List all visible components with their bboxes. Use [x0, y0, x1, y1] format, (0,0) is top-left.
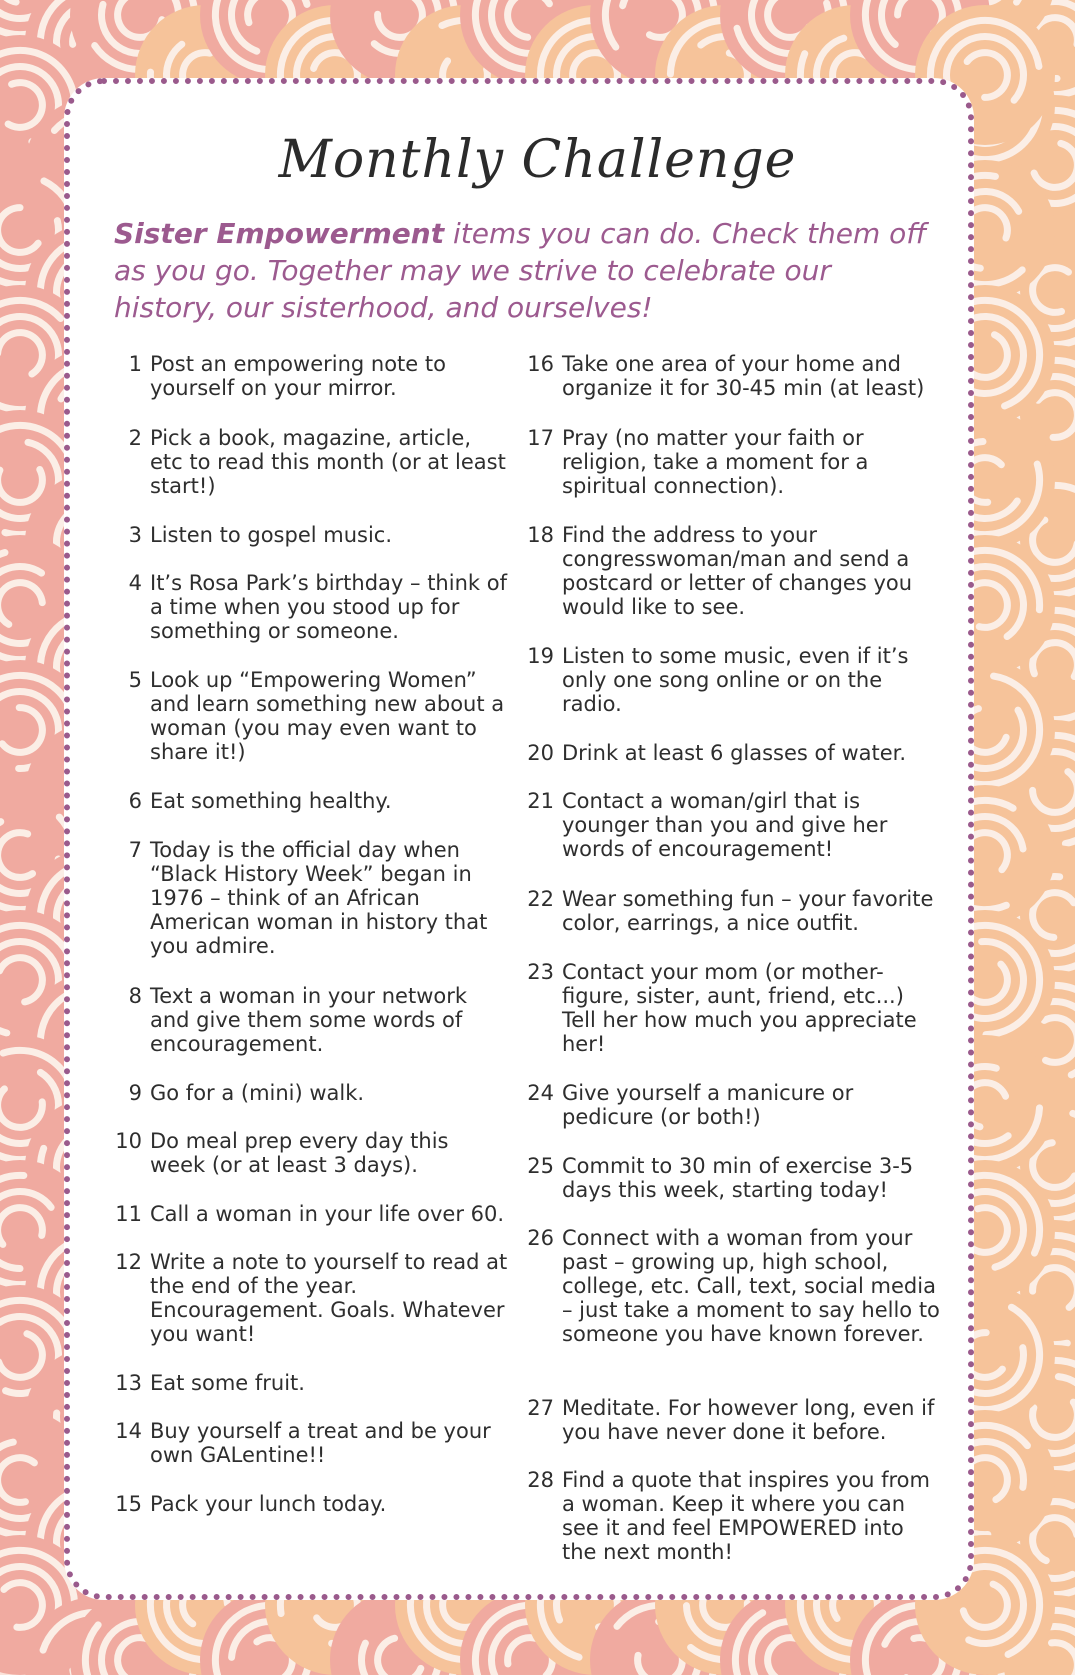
- list-item: [110, 352, 510, 400]
- item-text: Take one area of your home and organize it for 30-45 min (at least): [562, 352, 925, 400]
- item-text: Look up “Empowering Women” and learn something new about a woman (you may even want to share it!): [150, 668, 505, 764]
- list-item: [522, 887, 942, 935]
- list-item: [522, 644, 942, 716]
- item-text: Contact a woman/girl that is younger than you and give her words of encouragement!: [562, 789, 888, 861]
- item-text: Buy yourself a treat and be your own GALentine!!: [150, 1419, 491, 1467]
- item-text: Wear something fun – your favorite color, earrings, a nice outfit.: [562, 887, 934, 935]
- list-item: [110, 789, 510, 813]
- item-number: 21: [527, 789, 554, 813]
- list-item: [522, 352, 942, 400]
- list-item: [110, 571, 510, 643]
- item-text: Pray (no matter your faith or religion, take a moment for a spiritual connection).: [562, 426, 869, 498]
- list-item: [110, 838, 510, 958]
- item-number: 9: [128, 1081, 142, 1105]
- item-text: Write a note to yourself to read at the end of the year. Encouragement. Goals. Whatever you want!: [150, 1250, 508, 1346]
- item-number: 20: [527, 741, 554, 765]
- item-number: 5: [128, 668, 142, 692]
- item-number: 11: [115, 1202, 142, 1226]
- item-number: 25: [527, 1154, 554, 1178]
- item-number: 23: [527, 960, 554, 984]
- item-text: Meditate. For however long, even if you have never done it before.: [562, 1396, 935, 1444]
- list-item: [522, 523, 942, 619]
- item-number: 28: [527, 1468, 554, 1492]
- item-text: Contact your mom (or mother-figure, sister, aunt, friend, etc...) Tell her how much you appreciate her!: [562, 960, 917, 1056]
- item-number: 13: [115, 1371, 142, 1395]
- item-number: 18: [527, 523, 554, 547]
- page-title: Monthly Challenge: [278, 130, 797, 190]
- list-item: [110, 1081, 510, 1105]
- list-item: [522, 1396, 942, 1444]
- list-item: [110, 1371, 510, 1395]
- item-number: 8: [128, 984, 142, 1008]
- list-item: [522, 1468, 942, 1564]
- list-item: [522, 426, 942, 498]
- item-number: 10: [115, 1129, 142, 1153]
- item-text: Pick a book, magazine, article, etc to read this month (or at least start!): [150, 426, 506, 498]
- item-text: Post an empowering note to yourself on your mirror.: [150, 352, 446, 400]
- list-item: [522, 960, 942, 1056]
- intro-text: [114, 215, 934, 326]
- intro-rest: items you can do. Check them off as you go. Together may we strive to celebrate our history, our sisterhood, and ourselves!: [114, 217, 927, 324]
- list-item: [522, 1226, 942, 1346]
- item-text: Eat some fruit.: [150, 1371, 305, 1395]
- list-item: [110, 426, 510, 498]
- item-number: 4: [128, 571, 142, 595]
- item-number: 17: [527, 426, 554, 450]
- list-item: [110, 1250, 510, 1346]
- item-text: Listen to some music, even if it’s only one song online or on the radio.: [562, 644, 909, 716]
- list-item: [110, 1492, 510, 1516]
- item-number: 22: [527, 887, 554, 911]
- item-number: 12: [115, 1250, 142, 1274]
- list-item: [110, 1129, 510, 1177]
- list-item: [110, 1419, 510, 1467]
- item-text: Call a woman in your life over 60.: [150, 1202, 505, 1226]
- item-text: Eat something healthy.: [150, 789, 392, 813]
- intro-lead: Sister Empowerment: [114, 217, 445, 250]
- item-number: 27: [527, 1396, 554, 1420]
- item-text: Today is the official day when “Black History Week” began in 1976 – think of an African American woman in history that you admire.: [150, 838, 488, 958]
- item-text: It’s Rosa Park’s birthday – think of a time when you stood up for something or someone.: [150, 571, 507, 643]
- item-text: Give yourself a manicure or pedicure (or both!): [562, 1081, 854, 1129]
- list-item: [522, 741, 942, 765]
- item-number: 3: [128, 523, 142, 547]
- item-text: Pack your lunch today.: [150, 1492, 387, 1516]
- item-number: 15: [115, 1492, 142, 1516]
- list-item: [110, 668, 510, 764]
- item-number: 24: [527, 1081, 554, 1105]
- item-text: Find the address to your congresswoman/man and send a postcard or letter of changes you would like to see.: [562, 523, 913, 619]
- item-text: Connect with a woman from your past – growing up, high school, college, etc. Call, text, social media – just take a moment to say hello to someone you have known forever.: [562, 1226, 940, 1346]
- list-item: [110, 1202, 510, 1226]
- item-text: Find a quote that inspires you from a woman. Keep it where you can see it and feel EMPOWERED into the next month!: [562, 1468, 930, 1564]
- item-number: 7: [128, 838, 142, 862]
- item-number: 14: [115, 1419, 142, 1443]
- list-item: [110, 523, 510, 547]
- item-number: 2: [128, 426, 142, 450]
- challenge-list-left: [110, 352, 510, 1516]
- item-text: Do meal prep every day this week (or at least 3 days).: [150, 1129, 449, 1177]
- item-number: 6: [128, 789, 142, 813]
- list-item: [522, 1154, 942, 1202]
- item-text: Listen to gospel music.: [150, 523, 393, 547]
- list-item: [522, 789, 942, 861]
- item-number: 16: [527, 352, 554, 376]
- item-number: 1: [128, 352, 142, 376]
- item-text: Drink at least 6 glasses of water.: [562, 741, 907, 765]
- list-item: [522, 1081, 942, 1129]
- item-number: 19: [527, 644, 554, 668]
- item-text: Text a woman in your network and give them some words of encouragement.: [150, 984, 468, 1056]
- item-number: 26: [527, 1226, 554, 1250]
- item-text: Commit to 30 min of exercise 3-5 days this week, starting today!: [562, 1154, 914, 1202]
- list-item: [110, 984, 510, 1056]
- item-text: Go for a (mini) walk.: [150, 1081, 365, 1105]
